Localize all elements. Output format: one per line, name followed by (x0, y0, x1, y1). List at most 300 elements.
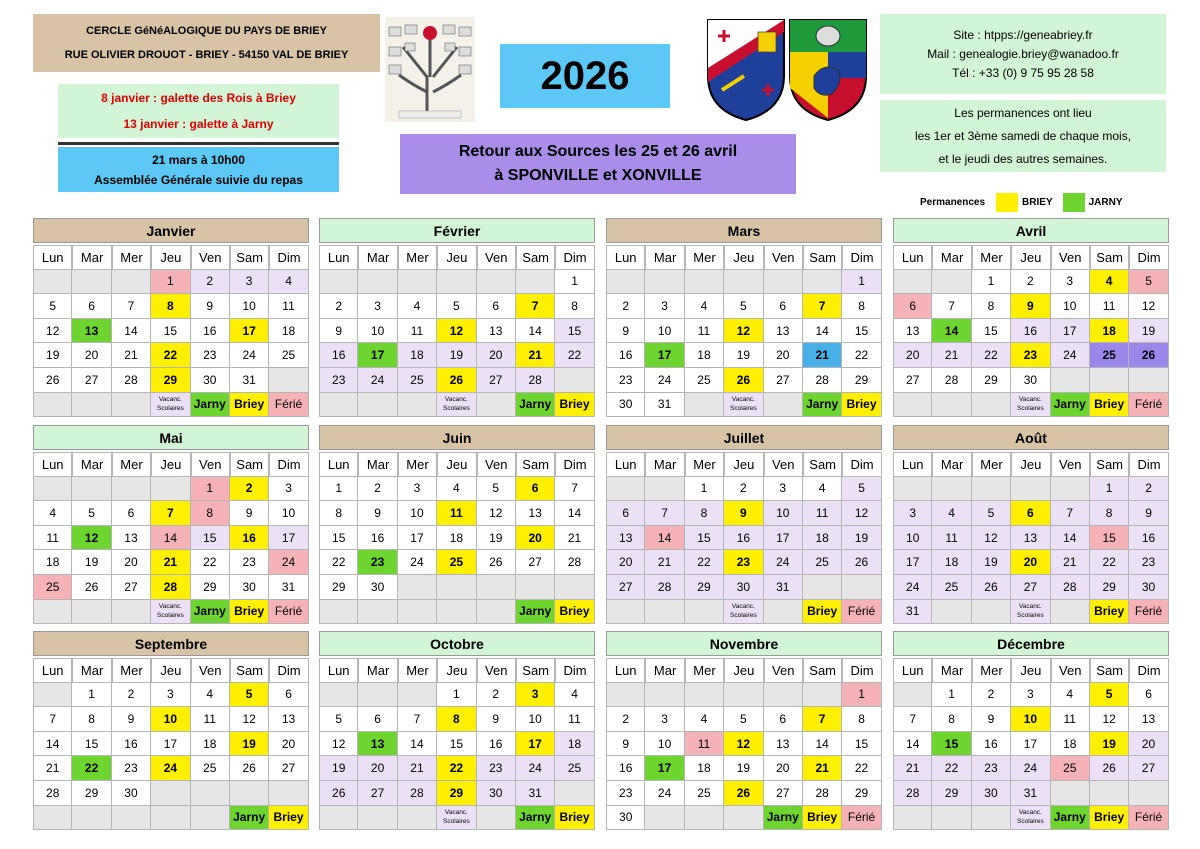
empty-cell (477, 600, 516, 625)
sources-line: à SPONVILLE et XONVILLE (494, 167, 702, 184)
week-row (319, 526, 595, 551)
empty-cell (724, 270, 763, 295)
week-row (33, 550, 309, 575)
day-cell: 10 (893, 526, 932, 551)
day-cell: 28 (33, 781, 72, 806)
day-cell: 28 (555, 550, 594, 575)
legend-cell: Briey (1090, 600, 1129, 625)
day-cell: 9 (606, 319, 645, 344)
day-cell: 11 (803, 501, 842, 526)
empty-cell (606, 683, 645, 708)
day-cell: 4 (191, 683, 230, 708)
empty-cell (358, 270, 397, 295)
week-row (319, 575, 595, 600)
day-cell: 8 (685, 501, 724, 526)
day-cell: 14 (803, 319, 842, 344)
day-cell: 12 (1090, 707, 1129, 732)
day-cell: 10 (1051, 294, 1090, 319)
week-row (606, 477, 882, 502)
day-cell: 12 (842, 501, 881, 526)
day-cell: 7 (112, 294, 151, 319)
day-cell: 22 (151, 343, 190, 368)
day-cell: 6 (764, 707, 803, 732)
day-cell: 25 (269, 343, 308, 368)
day-cell: 13 (269, 707, 308, 732)
empty-cell (72, 806, 111, 831)
day-cell: 17 (645, 343, 684, 368)
day-cell: 25 (685, 368, 724, 393)
empty-cell (555, 368, 594, 393)
week-row (893, 600, 1169, 625)
contact-site[interactable]: Site : htpps://geneabriey.fr (953, 27, 1093, 42)
day-cell: 22 (555, 343, 594, 368)
weekday-header: Lun (319, 658, 358, 683)
week-row (33, 575, 309, 600)
day-cell: 21 (151, 550, 190, 575)
weekday-header: Sam (516, 658, 555, 683)
weekday-header: Sam (230, 658, 269, 683)
weekday-header: Dim (269, 658, 308, 683)
day-cell: 8 (842, 707, 881, 732)
empty-cell (685, 683, 724, 708)
legend-cell: Vacanc. Scolaires (1011, 600, 1050, 625)
legend-cell: Briey (1090, 806, 1129, 831)
day-cell: 28 (1051, 575, 1090, 600)
day-cell: 22 (842, 343, 881, 368)
week-row (33, 781, 309, 806)
day-cell: 24 (230, 343, 269, 368)
week-row (319, 732, 595, 757)
legend-cell: Briey (803, 600, 842, 625)
week-row (893, 550, 1169, 575)
week-row (319, 368, 595, 393)
day-cell: 23 (112, 756, 151, 781)
day-cell: 18 (398, 343, 437, 368)
week-row (319, 781, 595, 806)
legend-cell: Jarny (230, 806, 269, 831)
weekday-header: Sam (803, 245, 842, 270)
day-cell: 20 (1129, 732, 1168, 757)
week-row (33, 270, 309, 295)
weekday-header: Ven (764, 658, 803, 683)
day-cell: 30 (724, 575, 763, 600)
day-cell: 20 (764, 756, 803, 781)
legend (920, 190, 1123, 214)
legend-title: Permanences (920, 196, 986, 208)
empty-cell (437, 270, 476, 295)
weekday-header: Mer (972, 245, 1011, 270)
empty-cell (151, 806, 190, 831)
day-cell: 6 (893, 294, 932, 319)
day-cell: 11 (398, 319, 437, 344)
day-cell: 3 (1051, 270, 1090, 295)
empty-cell (358, 600, 397, 625)
legend-jarny-swatch (1063, 193, 1085, 212)
day-cell: 9 (1011, 294, 1050, 319)
legend-cell: Vacanc. Scolaires (151, 393, 190, 418)
week-row (319, 294, 595, 319)
family-tree-logo (385, 17, 475, 122)
empty-cell (932, 477, 971, 502)
week-row (33, 806, 309, 831)
legend-cell: Férié (1129, 806, 1168, 831)
day-cell: 21 (398, 756, 437, 781)
month-title: Octobre (319, 631, 595, 656)
contact-tel: Tél : +33 (0) 9 75 95 28 58 (952, 65, 1094, 80)
month-novembre (606, 631, 882, 830)
legend-cell: Férié (1129, 393, 1168, 418)
day-cell: 27 (358, 781, 397, 806)
permanences-line: Les permanences ont lieu (954, 105, 1092, 120)
week-row (606, 294, 882, 319)
week-row (606, 806, 882, 831)
day-cell: 5 (724, 294, 763, 319)
day-cell: 29 (932, 781, 971, 806)
weekday-header: Mer (112, 658, 151, 683)
day-cell: 6 (764, 294, 803, 319)
day-cell: 22 (842, 756, 881, 781)
day-cell: 19 (33, 343, 72, 368)
legend-cell: Vacanc. Scolaires (1011, 393, 1050, 418)
legend-cell: Vacanc. Scolaires (1011, 806, 1050, 831)
day-cell: 9 (319, 319, 358, 344)
week-row (33, 368, 309, 393)
empty-cell (645, 477, 684, 502)
weekday-header: Jeu (437, 452, 476, 477)
weekday-header: Mer (112, 452, 151, 477)
week-row (33, 319, 309, 344)
empty-cell (398, 270, 437, 295)
week-row (893, 683, 1169, 708)
day-cell: 16 (606, 343, 645, 368)
day-cell: 30 (606, 806, 645, 831)
week-row (606, 526, 882, 551)
empty-cell (893, 393, 932, 418)
day-cell: 30 (1011, 368, 1050, 393)
day-cell: 6 (72, 294, 111, 319)
day-cell: 4 (803, 477, 842, 502)
empty-cell (319, 600, 358, 625)
empty-cell (33, 600, 72, 625)
day-cell: 14 (555, 501, 594, 526)
day-cell: 26 (1090, 756, 1129, 781)
day-cell: 25 (398, 368, 437, 393)
weekday-header: Mer (972, 658, 1011, 683)
day-cell: 24 (1011, 756, 1050, 781)
day-cell: 30 (358, 575, 397, 600)
week-row (893, 756, 1169, 781)
empty-cell (764, 393, 803, 418)
day-cell: 13 (1011, 526, 1050, 551)
weekday-header: Ven (1051, 658, 1090, 683)
day-cell: 11 (685, 319, 724, 344)
day-cell: 1 (1090, 477, 1129, 502)
week-row (893, 270, 1169, 295)
day-cell: 8 (437, 707, 476, 732)
weekday-header-row (33, 245, 309, 270)
weekday-header: Jeu (1011, 658, 1050, 683)
weekday-header: Lun (33, 658, 72, 683)
empty-cell (151, 781, 190, 806)
day-cell: 13 (516, 501, 555, 526)
day-cell: 17 (1011, 732, 1050, 757)
day-cell: 19 (972, 550, 1011, 575)
day-cell: 12 (437, 319, 476, 344)
day-cell: 2 (1129, 477, 1168, 502)
day-cell: 4 (269, 270, 308, 295)
empty-cell (398, 683, 437, 708)
empty-cell (72, 477, 111, 502)
day-cell: 31 (1011, 781, 1050, 806)
empty-cell (555, 575, 594, 600)
weekday-header-row (319, 452, 595, 477)
day-cell: 10 (230, 294, 269, 319)
day-cell: 10 (764, 501, 803, 526)
legend-cell: Férié (269, 393, 308, 418)
day-cell: 13 (764, 319, 803, 344)
day-cell: 21 (555, 526, 594, 551)
day-cell: 1 (555, 270, 594, 295)
day-cell: 2 (358, 477, 397, 502)
empty-cell (477, 575, 516, 600)
day-cell: 23 (230, 550, 269, 575)
legend-briey-swatch (996, 193, 1018, 212)
weekday-header: Sam (516, 452, 555, 477)
day-cell: 27 (477, 368, 516, 393)
week-row (606, 575, 882, 600)
day-cell: 17 (645, 756, 684, 781)
legend-cell: Jarny (191, 393, 230, 418)
day-cell: 16 (319, 343, 358, 368)
week-row (893, 732, 1169, 757)
coat-of-arms-left-icon (708, 20, 784, 120)
day-cell: 17 (1051, 319, 1090, 344)
month-février (319, 218, 595, 417)
day-cell: 15 (437, 732, 476, 757)
day-cell: 14 (33, 732, 72, 757)
day-cell: 29 (437, 781, 476, 806)
day-cell: 23 (1129, 550, 1168, 575)
weekday-header: Mer (972, 452, 1011, 477)
day-cell: 8 (972, 294, 1011, 319)
day-cell: 9 (477, 707, 516, 732)
day-cell: 5 (230, 683, 269, 708)
assembly-line: Assemblée Générale suivie du repas (94, 172, 303, 187)
day-cell: 24 (516, 756, 555, 781)
legend-cell: Briey (230, 393, 269, 418)
day-cell: 20 (269, 732, 308, 757)
day-cell: 15 (319, 526, 358, 551)
month-title: Février (319, 218, 595, 243)
empty-cell (230, 781, 269, 806)
day-cell: 25 (437, 550, 476, 575)
empty-cell (437, 600, 476, 625)
empty-cell (893, 477, 932, 502)
weekday-header: Jeu (724, 245, 763, 270)
empty-cell (932, 806, 971, 831)
legend-cell: Jarny (516, 393, 555, 418)
week-row (319, 756, 595, 781)
day-cell: 9 (606, 732, 645, 757)
empty-cell (516, 575, 555, 600)
day-cell: 7 (555, 477, 594, 502)
weekday-header: Dim (555, 245, 594, 270)
day-cell: 31 (764, 575, 803, 600)
empty-cell (319, 806, 358, 831)
day-cell: 1 (437, 683, 476, 708)
day-cell: 22 (932, 756, 971, 781)
permanences-line: les 1er et 3ème samedi de chaque mois, (914, 128, 1132, 143)
day-cell: 12 (724, 319, 763, 344)
day-cell: 14 (516, 319, 555, 344)
day-cell: 17 (269, 526, 308, 551)
empty-cell (972, 806, 1011, 831)
day-cell: 20 (606, 550, 645, 575)
weekday-header: Jeu (151, 245, 190, 270)
day-cell: 11 (437, 501, 476, 526)
day-cell: 16 (606, 756, 645, 781)
day-cell: 18 (437, 526, 476, 551)
week-row (319, 806, 595, 831)
day-cell: 6 (358, 707, 397, 732)
day-cell: 4 (685, 707, 724, 732)
empty-cell (893, 683, 932, 708)
empty-cell (33, 393, 72, 418)
day-cell: 6 (1129, 683, 1168, 708)
week-row (606, 319, 882, 344)
empty-cell (972, 477, 1011, 502)
empty-cell (516, 270, 555, 295)
weekday-header: Lun (893, 245, 932, 270)
weekday-header: Lun (893, 452, 932, 477)
day-cell: 16 (112, 732, 151, 757)
weekday-header: Mer (398, 452, 437, 477)
weekday-header: Ven (191, 658, 230, 683)
day-cell: 29 (972, 368, 1011, 393)
day-cell: 13 (764, 732, 803, 757)
day-cell: 20 (516, 526, 555, 551)
day-cell: 30 (1129, 575, 1168, 600)
day-cell: 25 (932, 575, 971, 600)
weekday-header: Sam (1090, 452, 1129, 477)
day-cell: 3 (269, 477, 308, 502)
day-cell: 29 (685, 575, 724, 600)
day-cell: 20 (1011, 550, 1050, 575)
day-cell: 11 (191, 707, 230, 732)
month-title: Juin (319, 425, 595, 450)
weekday-header: Dim (269, 245, 308, 270)
day-cell: 30 (112, 781, 151, 806)
day-cell: 7 (803, 294, 842, 319)
day-cell: 30 (191, 368, 230, 393)
week-row (319, 270, 595, 295)
day-cell: 21 (803, 756, 842, 781)
day-cell: 21 (893, 756, 932, 781)
day-cell: 26 (842, 550, 881, 575)
day-cell: 13 (477, 319, 516, 344)
week-row (33, 683, 309, 708)
empty-cell (932, 600, 971, 625)
day-cell: 25 (685, 781, 724, 806)
week-row (319, 550, 595, 575)
empty-cell (685, 806, 724, 831)
day-cell: 2 (606, 294, 645, 319)
day-cell: 25 (191, 756, 230, 781)
week-row (606, 343, 882, 368)
day-cell: 28 (893, 781, 932, 806)
day-cell: 9 (972, 707, 1011, 732)
day-cell: 2 (1011, 270, 1050, 295)
day-cell: 18 (269, 319, 308, 344)
week-row (319, 477, 595, 502)
week-row (33, 393, 309, 418)
day-cell: 19 (230, 732, 269, 757)
empty-cell (437, 575, 476, 600)
legend-cell: Briey (555, 393, 594, 418)
weekday-header: Ven (477, 452, 516, 477)
day-cell: 16 (230, 526, 269, 551)
year-banner (500, 44, 670, 108)
day-cell: 26 (972, 575, 1011, 600)
empty-cell (33, 270, 72, 295)
week-row (893, 575, 1169, 600)
day-cell: 23 (358, 550, 397, 575)
day-cell: 23 (606, 781, 645, 806)
day-cell: 5 (437, 294, 476, 319)
week-row (33, 477, 309, 502)
weekday-header: Dim (555, 658, 594, 683)
weekday-header: Ven (191, 245, 230, 270)
day-cell: 30 (972, 781, 1011, 806)
week-row (33, 707, 309, 732)
contact-mail[interactable]: Mail : genealogie.briey@wanadoo.fr (927, 46, 1119, 61)
empty-cell (803, 575, 842, 600)
weekday-header: Ven (477, 658, 516, 683)
day-cell: 22 (72, 756, 111, 781)
year-text: 2026 (540, 53, 630, 98)
day-cell: 11 (685, 732, 724, 757)
week-row (33, 732, 309, 757)
weekday-header: Dim (1129, 245, 1168, 270)
day-cell: 18 (1090, 319, 1129, 344)
weekday-header: Lun (319, 245, 358, 270)
weekday-header: Jeu (151, 452, 190, 477)
empty-cell (1129, 781, 1168, 806)
day-cell: 13 (893, 319, 932, 344)
day-cell: 14 (112, 319, 151, 344)
day-cell: 19 (724, 756, 763, 781)
legend-cell: Briey (555, 600, 594, 625)
empty-cell (477, 806, 516, 831)
month-title: Avril (893, 218, 1169, 243)
empty-cell (72, 270, 111, 295)
day-cell: 7 (516, 294, 555, 319)
weekday-header: Mer (685, 245, 724, 270)
day-cell: 8 (555, 294, 594, 319)
empty-cell (645, 270, 684, 295)
day-cell: 4 (685, 294, 724, 319)
day-cell: 24 (645, 781, 684, 806)
permanences-info (880, 100, 1166, 172)
legend-cell: Jarny (516, 806, 555, 831)
day-cell: 4 (398, 294, 437, 319)
empty-cell (724, 683, 763, 708)
legend-cell: Jarny (1051, 806, 1090, 831)
day-cell: 4 (932, 501, 971, 526)
day-cell: 21 (932, 343, 971, 368)
day-cell: 25 (803, 550, 842, 575)
day-cell: 14 (893, 732, 932, 757)
